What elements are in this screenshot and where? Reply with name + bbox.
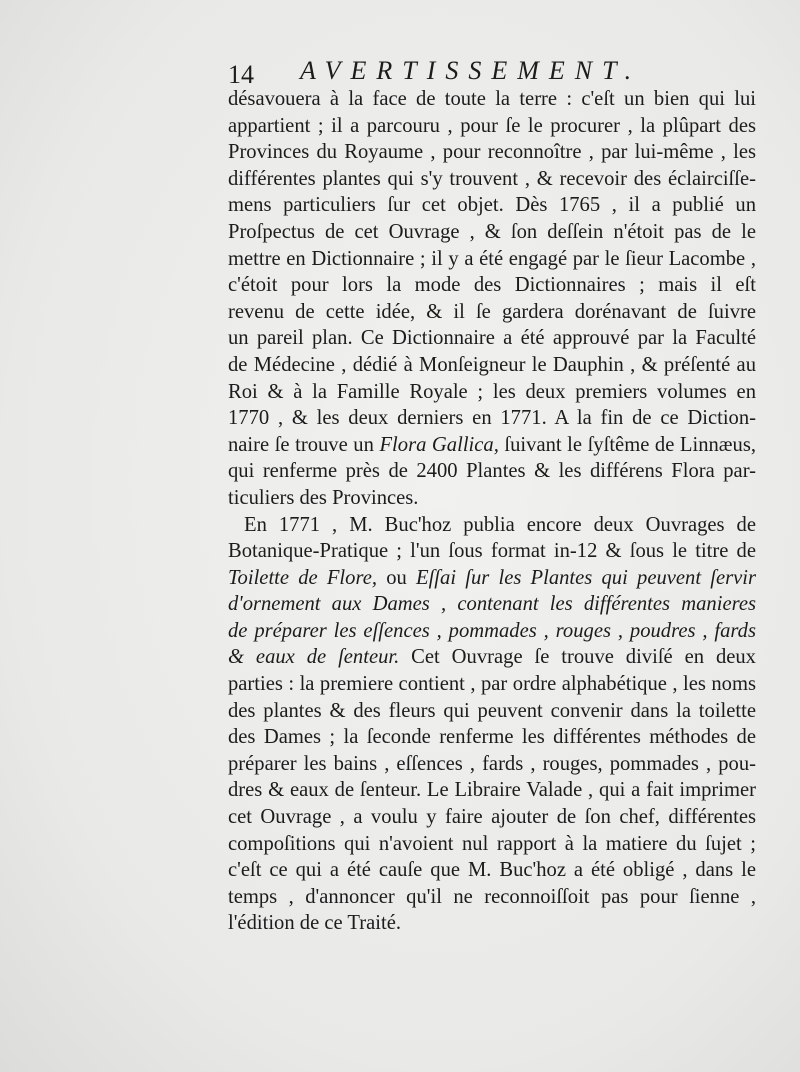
text-line: des plantes & des fleurs qui peuvent convenir dans la toilette: [228, 699, 756, 722]
text-line: parties : la premiere contient , par ordre alphabétique , les noms: [228, 673, 756, 696]
text-line: préparer les bains , eſſences , fards , rouges, pommades , pou-: [228, 752, 756, 775]
text-line: mettre en Dictionnaire ; il y a été engagé par le ſieur Lacombe ,: [228, 247, 756, 270]
text-fragment: ou: [377, 566, 416, 589]
text-fragment: naire ſe trouve un: [228, 433, 380, 456]
italic-title: Toilette de Flore,: [228, 566, 377, 589]
italic-title: Flora Gallica,: [379, 433, 499, 456]
text-line: [228, 565, 756, 592]
text-line: c'eſt ce qui a été cauſe que M. Buc'hoz a été obligé , dans le: [228, 859, 756, 882]
text-fragment: Cet Ouvrage ſe trouve diviſé en deux: [399, 646, 756, 669]
text-line: En 1771 , M. Buc'hoz publia encore deux Ouvrages de: [244, 513, 756, 536]
text-line: mens particuliers ſur cet objet. Dès 1765 , il a publié un: [228, 194, 756, 217]
text-fragment: ſuivant le ſyſtême de Linnæus,: [498, 433, 756, 456]
text-line: [228, 432, 756, 459]
text-line: cet Ouvrage , a voulu y faire ajouter de ſon chef, différentes: [228, 806, 756, 829]
paragraph-1: [228, 86, 756, 512]
text-line: de préparer les eſſences , pommades , rouges , poudres , fards: [228, 619, 756, 642]
text-line: Proſpectus de cet Ouvrage , & ſon deſſein n'étoit pas de le: [228, 220, 756, 243]
text-line: qui renferme près de 2400 Plantes & les différens Flora par-: [228, 460, 756, 483]
page-number: 14: [228, 60, 254, 89]
text-line: un pareil plan. Ce Dictionnaire a été approuvé par la Faculté: [228, 327, 756, 350]
text-line: temps , d'annoncer qu'il ne reconnoiſſoit pas pour ſienne ,: [228, 885, 756, 908]
text-line: différentes plantes qui s'y trouvent , & recevoir des éclairciſſe-: [228, 167, 756, 190]
text-line: des Dames ; la ſeconde renferme les différentes méthodes de: [228, 726, 756, 749]
text-line: Botanique-Pratique ; l'un ſous format in-12 & ſous le titre de: [228, 540, 756, 563]
running-head: AVERTISSEMENT.: [300, 56, 642, 85]
text-line: désavouera à la face de toute la terre : c'eſt un bien qui lui: [228, 88, 756, 110]
text-line: appartient ; il a parcouru , pour ſe le procurer , la plûpart des: [228, 114, 756, 137]
text-line: compoſitions qui n'avoient nul rapport à la matiere du ſujet ;: [228, 832, 756, 855]
text-line: Roi & à la Famille Royale ; les deux premiers volumes en: [228, 380, 756, 403]
text-line: revenu de cette idée, & il ſe gardera dorénavant de ſuivre: [228, 300, 756, 323]
text-line: dres & eaux de ſenteur. Le Libraire Valade , qui a fait imprimer: [228, 779, 756, 802]
text-line: 1770 , & les deux derniers en 1771. A la fin de ce Diction-: [228, 407, 756, 430]
text-line: ticuliers des Provinces.: [228, 486, 419, 509]
text-line: d'ornement aux Dames , contenant les différentes manieres: [228, 593, 756, 616]
text-line: [228, 644, 756, 671]
text-line: de Médecine , dédié à Monſeigneur le Dauphin , & préſenté au: [228, 353, 756, 376]
text-line: l'édition de ce Traité.: [228, 912, 402, 935]
text-line: c'étoit pour lors la mode des Dictionnaires ; mais il eſt: [228, 274, 756, 297]
paragraph-2: [228, 512, 756, 938]
italic-title: Eſſai ſur les Plantes qui peuvent ſervir: [416, 566, 757, 589]
body-text: [228, 86, 756, 937]
italic-title: & eaux de ſenteur.: [228, 646, 400, 669]
text-line: Provinces du Royaume , pour reconnoître , par lui-même , les: [228, 141, 756, 164]
